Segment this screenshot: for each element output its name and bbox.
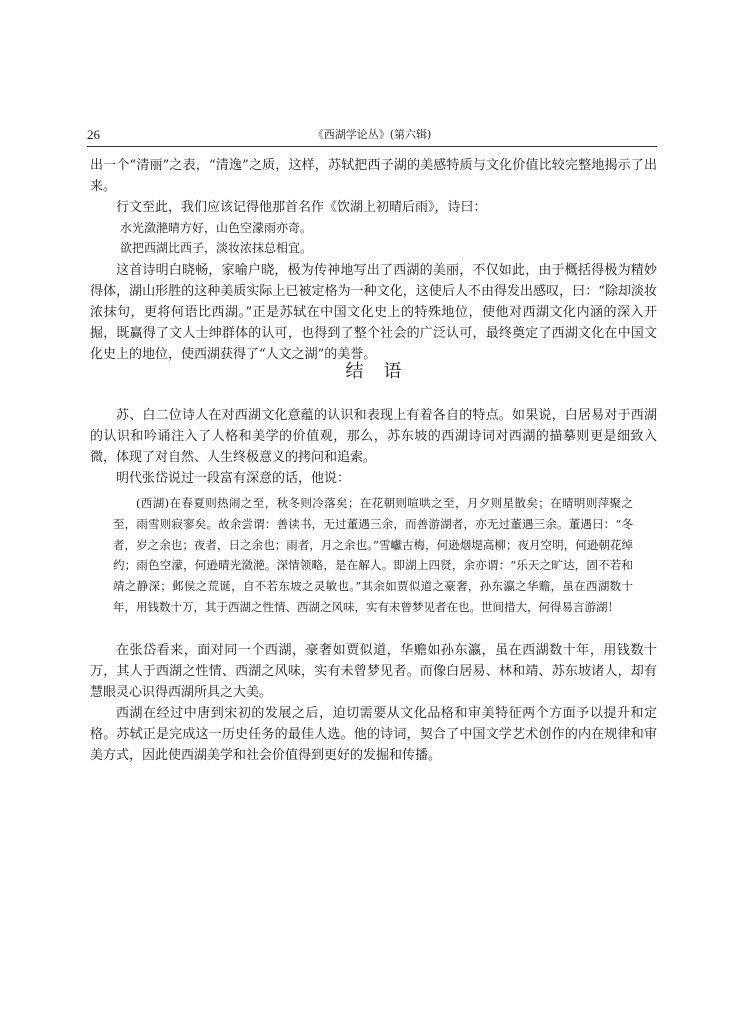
poem-block	[120, 218, 620, 258]
page-header	[87, 127, 657, 143]
paragraph-4: 苏、白二位诗人在对西湖文化意蕴的认识和表现上有着各自的特点。如果说，白居易对于西湖的认识和吟诵注入了人格和美学的价值观，那么，苏东坡的西湖诗词对西湖的描摹则更是细致入微，体现了对自然、人生终极意义的拷问和追索。	[90, 408, 657, 465]
poem-line-2: 欲把西湖比西子，淡妆浓抹总相宜。	[120, 241, 313, 255]
section-heading: 结语	[345, 361, 422, 382]
poem-line-1: 水光潋滟晴方好，山色空濛雨亦奇。	[120, 221, 313, 235]
header-rule	[87, 146, 657, 147]
paragraph-3: 这首诗明白晓畅，家喻户晓，极为传神地写出了西湖的美丽，不仅如此，由于概括得极为精妙得体，湖山形胜的这种美质实际上已被定格为一种文化，这使后人不由得发出感叹，曰：“除却淡妆浓抹句，更将何语比西湖。”正是苏轼在中国文化史上的特殊地位，使他对西湖文化内涵的深入开掘，既赢得了文人士绅群体的认可，也得到了整个社会的广泛认可，最终奠定了西湖文化在中国文化史上的地位，使西湖获得了“人文之湖”的美誉。	[90, 263, 657, 362]
paragraph-1: 出一个“清丽”之表，“清逸”之质，这样，苏轼把西子湖的美感特质与文化价值比较完整地揭示了出来。	[90, 158, 657, 194]
block-quote: (西湖)在春夏则热闹之至，秋冬则冷落矣；在花朝则喧哄之至，月夕则星散矣；在晴明则萍聚之至，雨雪则寂寥矣。故余尝谓：善读书，无过董遇三余，而善游湖者，亦无过董遇三余。董遇曰：“冬者，岁之余也；夜者，日之余也；雨者，月之余也。”雪巘古梅，何逊烟堤高柳；夜月空明，何逊朝花绰约；雨色空濛，何逊晴光潋滟。深情领略，是在解人。即湖上四贤，余亦谓：“乐天之旷达，固不若和靖之静深；邺侯之荒诞，自不若东坡之灵敏也。”其余如贾似道之豪奢，孙东瀛之华赡，虽在西湖数十年，用钱数十万，其于西湖之性情、西湖之风味，实有未曾梦见者在也。世间措大，何得易言游湖！	[113, 496, 633, 614]
paragraph-5: 明代张岱说过一段富有深意的话，他说：	[116, 471, 351, 486]
paragraph-2: 行文至此，我们应该记得他那首名作《饮湖上初晴后雨》，诗曰：	[116, 200, 487, 215]
running-title: 《西湖学论丛》(第六辑)	[312, 128, 432, 141]
paragraph-7: 西湖在经过中唐到宋初的发展之后，迫切需要从文化品格和审美特征两个方面予以提升和定格。苏轼正是完成这一历史任务的最佳人选。他的诗词，契合了中国文学艺术创作的内在规律和审美方式，因此使西湖美学和社会价值得到更好的发掘和传播。	[90, 706, 657, 763]
page-number: 26	[87, 127, 100, 142]
paragraph-6: 在张岱看来，面对同一个西湖，豪奢如贾似道，华赡如孙东瀛，虽在西湖数十年，用钱数十万，其人于西湖之性情、西湖之风味，实有未曾梦见者。而像白居易、林和靖、苏东坡诸人，却有慧眼灵心识得西湖所具之大美。	[90, 643, 657, 700]
